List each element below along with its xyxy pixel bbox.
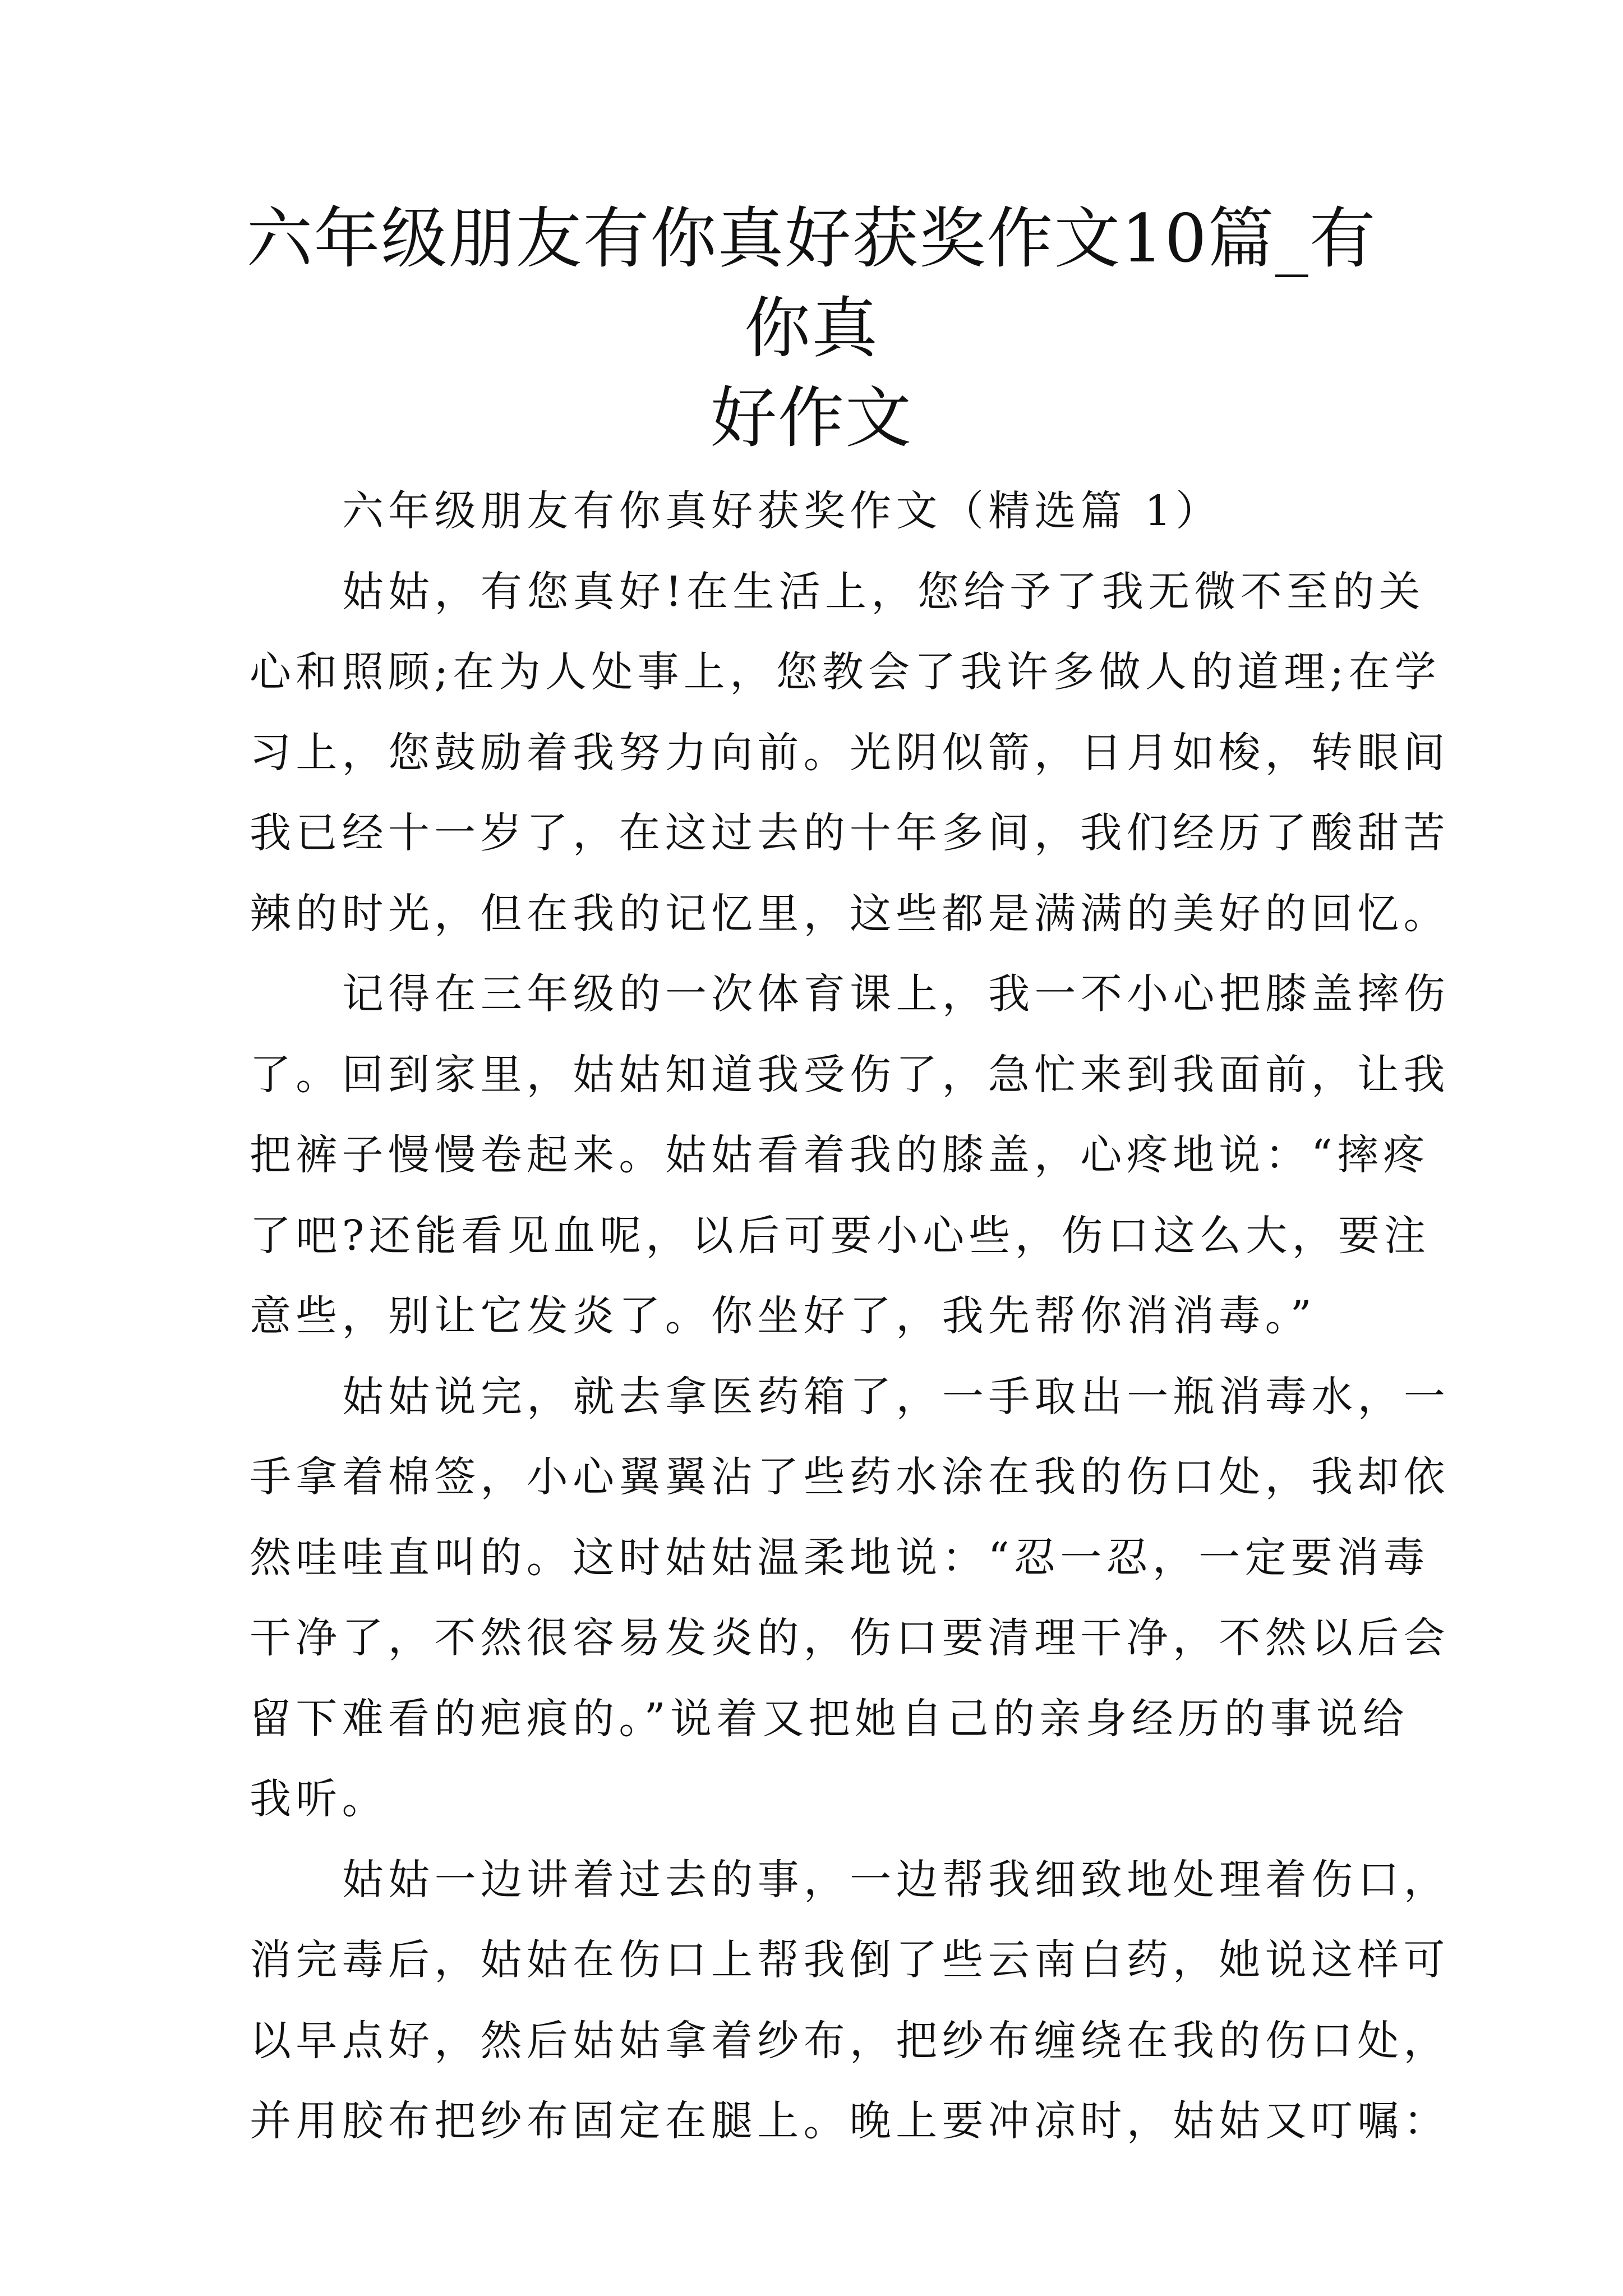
paragraph-line: 辣的时光，但在我的记忆里，这些都是满满的美好的回忆。	[250, 889, 1450, 938]
paragraph-line: 姑姑说完，就去拿医药箱了，一手取出一瓶消毒水，一	[342, 1372, 1450, 1421]
paragraph-line: 了。回到家里，姑姑知道我受伤了，急忙来到我面前，让我	[250, 1050, 1450, 1099]
title-line-1: 六年级朋友有你真好获奖作文10篇_有你真	[246, 200, 1377, 367]
paragraph-line: 然哇哇直叫的。这时姑姑温柔地说：“忍一忍，一定要消毒	[250, 1533, 1430, 1582]
paragraph-line: 姑姑，有您真好!在生活上，您给予了我无微不至的关	[342, 567, 1425, 616]
paragraph-line: 记得在三年级的一次体育课上，我一不小心把膝盖摔伤	[342, 970, 1450, 1018]
paragraph-line: 把裤子慢慢卷起来。姑姑看着我的膝盖，心疼地说：“摔疼	[250, 1131, 1430, 1179]
paragraph-line: 留下难看的疤痕的。”说着又把她自己的亲身经历的事说给	[250, 1694, 1409, 1743]
paragraph-line: 干净了，不然很容易发炎的，伤口要清理干净，不然以后会	[250, 1614, 1450, 1662]
paragraph-line: 消完毒后，姑姑在伤口上帮我倒了些云南白药，她说这样可	[250, 1936, 1450, 1984]
paragraph-line: 心和照顾;在为人处事上，您教会了我许多做人的道理;在学	[250, 648, 1441, 696]
paragraph-line: 我已经十一岁了，在这过去的十年多间，我们经历了酸甜苦	[250, 809, 1450, 857]
paragraph-line: 并用胶布把纱布固定在腿上。晚上要冲凉时，姑姑又叮嘱：	[250, 2097, 1450, 2145]
paragraph-line: 习上，您鼓励着我努力向前。光阴似箭，日月如梭，转眼间	[250, 728, 1450, 777]
paragraph-line: 手拿着棉签，小心翼翼沾了些药水涂在我的伤口处，我却依	[250, 1453, 1450, 1501]
document-title	[224, 194, 1399, 463]
paragraph-line: 了吧?还能看见血呢，以后可要小心些，伤口这么大，要注	[250, 1211, 1431, 1260]
paragraph-line: 姑姑一边讲着过去的事，一边帮我细致地处理着伤口，	[342, 1855, 1450, 1904]
document-body	[250, 471, 1450, 2162]
section-heading: 六年级朋友有你真好获奖作文（精选篇 1）	[342, 487, 1222, 535]
paragraph-line: 我听。	[250, 1775, 388, 1823]
title-line-2: 好作文	[710, 379, 912, 457]
paragraph-line: 意些，别让它发炎了。你坐好了，我先帮你消消毒。”	[250, 1292, 1317, 1340]
paragraph-line: 以早点好，然后姑姑拿着纱布，把纱布缠绕在我的伤口处，	[250, 2016, 1450, 2065]
